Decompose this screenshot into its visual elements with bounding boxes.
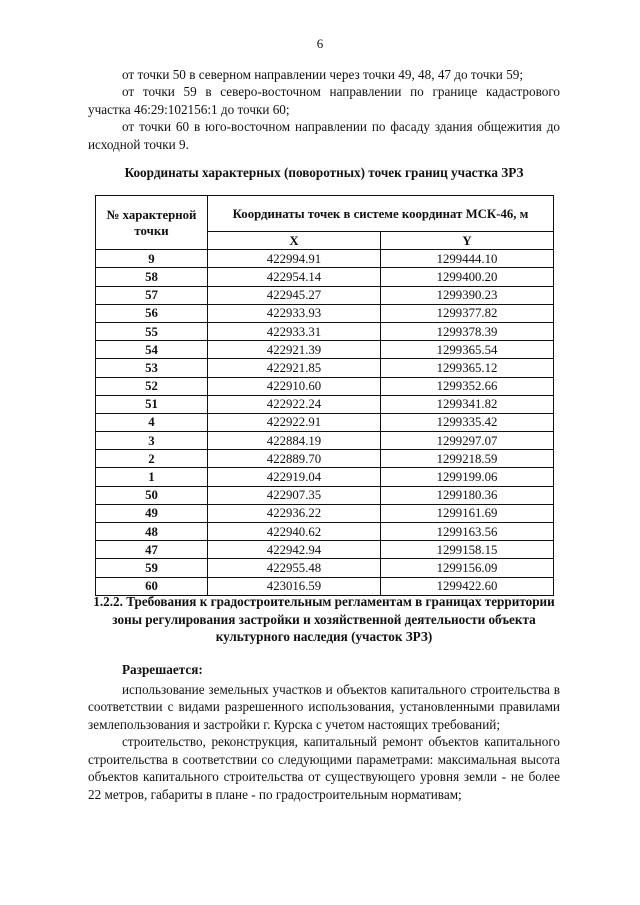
y-cell: 1299218.59 [381, 450, 554, 468]
point-cell: 49 [96, 504, 208, 522]
table-row [96, 250, 554, 268]
table-row [96, 304, 554, 322]
point-cell: 4 [96, 413, 208, 431]
y-cell: 1299422.60 [381, 577, 554, 595]
point-cell: 57 [96, 286, 208, 304]
table-row [96, 450, 554, 468]
section-title: 1.2.2. Требования к градостроительным регламентам в границах территории зоны регулирования застройки и хозяйственной деятельности объекта культурного наследия (участок ЗРЗ) [93, 594, 555, 644]
x-cell: 422933.93 [208, 304, 381, 322]
x-cell: 422922.24 [208, 395, 381, 413]
point-cell: 58 [96, 268, 208, 286]
y-cell: 1299365.12 [381, 359, 554, 377]
y-cell: 1299365.54 [381, 341, 554, 359]
point-cell: 53 [96, 359, 208, 377]
x-cell: 422907.35 [208, 486, 381, 504]
y-cell: 1299400.20 [381, 268, 554, 286]
permit-heading: Разрешается: [122, 662, 203, 677]
x-cell: 422921.85 [208, 359, 381, 377]
y-cell: 1299378.39 [381, 322, 554, 340]
intro-line: от точки 50 в северном направлении через точки 49, 48, 47 до точки 59; [122, 67, 523, 82]
y-cell: 1299297.07 [381, 432, 554, 450]
x-cell: 422945.27 [208, 286, 381, 304]
point-cell: 47 [96, 541, 208, 559]
x-cell: 422994.91 [208, 250, 381, 268]
table-row [96, 468, 554, 486]
x-cell: 422955.48 [208, 559, 381, 577]
x-cell: 422940.62 [208, 523, 381, 541]
x-cell: 423016.59 [208, 577, 381, 595]
permit-item: строительство, реконструкция, капитальный ремонт объектов капитального строительства в соответствии со следующими параметрами: максимальная высота объектов капитального строительства от существующего уровня земли - не более 22 метров, габариты в плане - по градостроительным нормативам; [88, 734, 560, 802]
point-cell: 60 [96, 577, 208, 595]
point-cell: 55 [96, 322, 208, 340]
table-row [96, 322, 554, 340]
intro-line: от точки 60 в юго-восточном направлении по фасаду здания общежития до исходной точки 9. [88, 119, 560, 152]
y-cell: 1299377.82 [381, 304, 554, 322]
permit-item: использование земельных участков и объектов капитального строительства в соответствии с видами разрешенного использования, установленными правилами землепользования и застройки г. Курска с учетом настоящих требований; [88, 681, 560, 732]
table-caption: Координаты характерных (поворотных) точек границ участка ЗРЗ [124, 165, 524, 180]
table-row [96, 432, 554, 450]
point-cell: 9 [96, 250, 208, 268]
x-cell: 422919.04 [208, 468, 381, 486]
point-cell: 48 [96, 523, 208, 541]
table-row [96, 341, 554, 359]
coords-column-header: Координаты точек в системе координат МСК-46, м [208, 196, 554, 232]
y-column-header: Y [381, 232, 554, 250]
coordinates-table-body [96, 250, 554, 596]
x-cell: 422884.19 [208, 432, 381, 450]
page-number: 6 [316, 36, 324, 51]
table-row [96, 359, 554, 377]
table-row [96, 377, 554, 395]
x-cell: 422921.39 [208, 341, 381, 359]
table-row [96, 504, 554, 522]
y-cell: 1299444.10 [381, 250, 554, 268]
point-cell: 56 [96, 304, 208, 322]
table-row [96, 541, 554, 559]
point-cell: 54 [96, 341, 208, 359]
y-cell: 1299352.66 [381, 377, 554, 395]
point-cell: 50 [96, 486, 208, 504]
table-row [96, 486, 554, 504]
intro-text [88, 66, 560, 153]
point-cell: 59 [96, 559, 208, 577]
y-cell: 1299180.36 [381, 486, 554, 504]
table-row [96, 395, 554, 413]
x-cell: 422942.94 [208, 541, 381, 559]
table-row [96, 286, 554, 304]
coordinates-table [95, 195, 554, 596]
x-cell: 422933.31 [208, 322, 381, 340]
y-cell: 1299158.15 [381, 541, 554, 559]
y-cell: 1299161.69 [381, 504, 554, 522]
table-row [96, 523, 554, 541]
y-cell: 1299199.06 [381, 468, 554, 486]
x-cell: 422954.14 [208, 268, 381, 286]
y-cell: 1299341.82 [381, 395, 554, 413]
y-cell: 1299163.56 [381, 523, 554, 541]
table-row [96, 559, 554, 577]
intro-line: от точки 59 в северо-восточном направлении по границе кадастрового участка 46:29:102156:1 до точки 60; [88, 84, 560, 117]
table-row [96, 413, 554, 431]
x-cell: 422936.22 [208, 504, 381, 522]
y-cell: 1299390.23 [381, 286, 554, 304]
permit-block [88, 661, 560, 803]
x-cell: 422922.91 [208, 413, 381, 431]
point-cell: 1 [96, 468, 208, 486]
x-cell: 422910.60 [208, 377, 381, 395]
point-cell: 52 [96, 377, 208, 395]
x-cell: 422889.70 [208, 450, 381, 468]
point-cell: 2 [96, 450, 208, 468]
point-column-header: № характерной точки [96, 196, 208, 250]
y-cell: 1299156.09 [381, 559, 554, 577]
y-cell: 1299335.42 [381, 413, 554, 431]
point-cell: 3 [96, 432, 208, 450]
point-cell: 51 [96, 395, 208, 413]
x-column-header: X [208, 232, 381, 250]
table-row [96, 268, 554, 286]
